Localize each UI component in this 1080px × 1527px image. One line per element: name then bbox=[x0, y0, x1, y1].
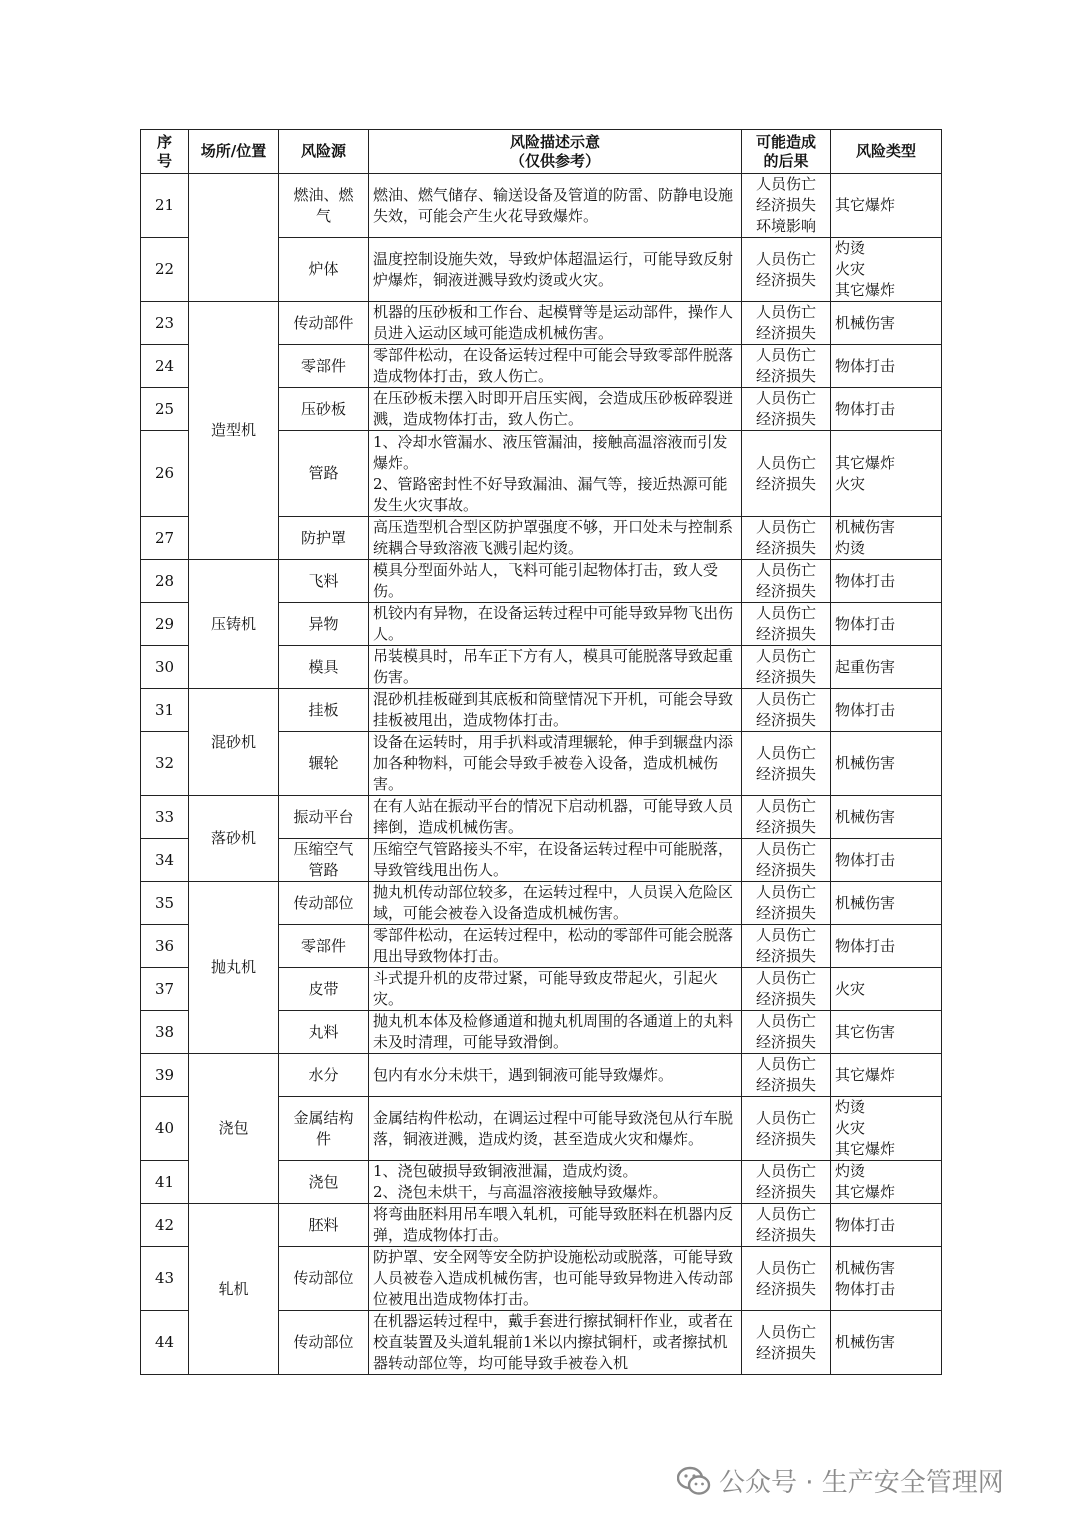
cell-source: 水分 bbox=[279, 1054, 369, 1097]
table-row bbox=[141, 882, 942, 925]
cell-line: 管路 bbox=[308, 861, 339, 879]
cell-seq: 40 bbox=[141, 1097, 189, 1161]
cell-source: 飞料 bbox=[279, 560, 369, 603]
cell-description: 金属结构件松动，在调运过程中可能导致浇包从行车脱落，铜液迸溅，造成灼烫，甚至造成火灾和爆炸。 bbox=[369, 1097, 742, 1161]
cell-source: 零部件 bbox=[279, 345, 369, 388]
table-row bbox=[141, 302, 942, 345]
cell-consequence bbox=[742, 174, 831, 238]
cell-line: 灼烫 bbox=[835, 539, 866, 557]
cell-seq: 23 bbox=[141, 302, 189, 345]
cell-source: 传动部位 bbox=[279, 1311, 369, 1375]
table-row bbox=[141, 174, 942, 238]
cell-consequence bbox=[742, 1204, 831, 1247]
cell-consequence bbox=[742, 1011, 831, 1054]
cell-seq: 25 bbox=[141, 388, 189, 431]
cell-description bbox=[369, 1161, 742, 1204]
cell-risk-type: 物体打击 bbox=[831, 689, 942, 732]
cell-seq: 38 bbox=[141, 1011, 189, 1054]
cell-consequence bbox=[742, 431, 831, 517]
cell-description: 抛丸机传动部位较多，在运转过程中，人员误入危险区域，可能会被卷入设备造成机械伤害。 bbox=[369, 882, 742, 925]
cell-risk-type: 机械伤害 bbox=[831, 882, 942, 925]
cell-line: 压缩空气 bbox=[293, 840, 354, 858]
cell-location: 混砂机 bbox=[189, 689, 279, 796]
cell-description: 零部件松动，在运转过程中，松动的零部件可能会脱落甩出导致物体打击。 bbox=[369, 925, 742, 968]
cell-seq: 43 bbox=[141, 1247, 189, 1311]
cell-risk-type bbox=[831, 517, 942, 560]
cell-line: 人员伤亡 bbox=[755, 647, 816, 665]
cell-source: 炉体 bbox=[279, 238, 369, 302]
cell-line: 经济损失 bbox=[755, 904, 816, 922]
cell-line: 经济损失 bbox=[755, 474, 816, 493]
cell-source: 胚料 bbox=[279, 1204, 369, 1247]
cell-line: 火灾 bbox=[835, 260, 866, 278]
cell-line: 经济损失 bbox=[755, 367, 816, 385]
cell-seq: 29 bbox=[141, 603, 189, 646]
cell-consequence bbox=[742, 603, 831, 646]
cell-line: 经济损失 bbox=[755, 1129, 816, 1148]
cell-line: 经济损失 bbox=[755, 1279, 816, 1298]
cell-risk-type: 物体打击 bbox=[831, 839, 942, 882]
cell-consequence bbox=[742, 1247, 831, 1311]
cell-description: 在压砂板未摆入时即开启压实阀，会造成压砂板碎裂迸溅，造成物体打击，致人伤亡。 bbox=[369, 388, 742, 431]
cell-line: 经济损失 bbox=[755, 1076, 816, 1094]
cell-source: 传动部件 bbox=[279, 302, 369, 345]
cell-source: 模具 bbox=[279, 646, 369, 689]
cell-consequence bbox=[742, 560, 831, 603]
wechat-icon bbox=[677, 1466, 711, 1496]
cell-consequence bbox=[742, 796, 831, 839]
cell-line: 其它爆炸 bbox=[835, 1183, 896, 1201]
cell-risk-type: 其它爆炸 bbox=[831, 174, 942, 238]
cell-description: 模具分型面外站人，飞料可能引起物体打击，致人受伤。 bbox=[369, 560, 742, 603]
cell-line: 灼烫 bbox=[835, 239, 866, 257]
cell-seq: 35 bbox=[141, 882, 189, 925]
cell-consequence bbox=[742, 1161, 831, 1204]
cell-seq: 39 bbox=[141, 1054, 189, 1097]
cell-risk-type bbox=[831, 238, 942, 302]
cell-description bbox=[369, 431, 742, 517]
cell-risk-type bbox=[831, 1247, 942, 1311]
cell-seq: 22 bbox=[141, 238, 189, 302]
cell-line: 物体打击 bbox=[835, 1279, 896, 1298]
cell-source bbox=[279, 1097, 369, 1161]
cell-seq: 42 bbox=[141, 1204, 189, 1247]
cell-line: 人员伤亡 bbox=[755, 690, 816, 708]
cell-seq: 32 bbox=[141, 732, 189, 796]
cell-consequence bbox=[742, 882, 831, 925]
cell-line: 灼烫 bbox=[835, 1098, 866, 1116]
header-seq-l2: 号 bbox=[156, 151, 172, 170]
cell-seq: 24 bbox=[141, 345, 189, 388]
header-source: 风险源 bbox=[279, 130, 369, 174]
cell-risk-type: 物体打击 bbox=[831, 388, 942, 431]
cell-seq: 30 bbox=[141, 646, 189, 689]
cell-seq: 21 bbox=[141, 174, 189, 238]
cell-source: 挂板 bbox=[279, 689, 369, 732]
cell-line: 人员伤亡 bbox=[755, 743, 816, 762]
cell-source: 浇包 bbox=[279, 1161, 369, 1204]
header-desc bbox=[369, 130, 742, 174]
cell-line: 燃油、燃 bbox=[293, 185, 354, 204]
cell-consequence bbox=[742, 839, 831, 882]
cell-line: 人员伤亡 bbox=[755, 926, 816, 944]
cell-consequence bbox=[742, 689, 831, 732]
cell-risk-type: 其它爆炸 bbox=[831, 1054, 942, 1097]
cell-seq: 41 bbox=[141, 1161, 189, 1204]
cell-line: 人员伤亡 bbox=[755, 389, 816, 407]
cell-description: 机铰内有异物，在设备运转过程中可能导致异物飞出伤人。 bbox=[369, 603, 742, 646]
cell-description: 斗式提升机的皮带过紧，可能导致皮带起火，引起火灾。 bbox=[369, 968, 742, 1011]
cell-line: 经济损失 bbox=[755, 1343, 816, 1362]
cell-line: 其它爆炸 bbox=[835, 281, 896, 299]
cell-line: 2、浇包未烘干，与高温溶液接触导致爆炸。 bbox=[373, 1183, 668, 1201]
cell-line: 经济损失 bbox=[755, 668, 816, 686]
cell-source: 振动平台 bbox=[279, 796, 369, 839]
cell-line: 火灾 bbox=[835, 1119, 866, 1137]
cell-consequence bbox=[742, 1097, 831, 1161]
cell-line: 人员伤亡 bbox=[755, 969, 816, 987]
cell-risk-type: 机械伤害 bbox=[831, 796, 942, 839]
cell-seq: 27 bbox=[141, 517, 189, 560]
cell-line: 经济损失 bbox=[755, 196, 816, 214]
cell-source bbox=[279, 839, 369, 882]
cell-source: 辗轮 bbox=[279, 732, 369, 796]
cell-description: 燃油、燃气储存、输送设备及管道的防雷、防静电设施失效，可能会产生火花导致爆炸。 bbox=[369, 174, 742, 238]
table-row bbox=[141, 689, 942, 732]
cell-line: 人员伤亡 bbox=[755, 1012, 816, 1030]
cell-description: 机器的压砂板和工作台、起模臂等是运动部件，操作人员进入运动区域可能造成机械伤害。 bbox=[369, 302, 742, 345]
cell-line: 经济损失 bbox=[755, 410, 816, 428]
header-cons-l2: 的后果 bbox=[763, 151, 809, 170]
cell-line: 经济损失 bbox=[755, 270, 816, 289]
cell-description: 设备在运转时，用手扒料或清理辗轮，伸手到辗盘内添加各种物料，可能会导致手被卷入设备，造成机械伤害。 bbox=[369, 732, 742, 796]
cell-description: 吊装模具时，吊车正下方有人，模具可能脱落导致起重伤害。 bbox=[369, 646, 742, 689]
cell-line: 人员伤亡 bbox=[755, 840, 816, 858]
cell-source: 传动部位 bbox=[279, 1247, 369, 1311]
header-location: 场所/位置 bbox=[189, 130, 279, 174]
cell-source: 丸料 bbox=[279, 1011, 369, 1054]
cell-risk-type: 物体打击 bbox=[831, 603, 942, 646]
cell-location: 压铸机 bbox=[189, 560, 279, 689]
cell-source: 防护罩 bbox=[279, 517, 369, 560]
cell-consequence bbox=[742, 1311, 831, 1375]
cell-source: 压砂板 bbox=[279, 388, 369, 431]
cell-line: 其它爆炸 bbox=[835, 453, 896, 472]
cell-consequence bbox=[742, 646, 831, 689]
cell-consequence bbox=[742, 388, 831, 431]
cell-line: 人员伤亡 bbox=[755, 1205, 816, 1223]
cell-consequence bbox=[742, 968, 831, 1011]
cell-risk-type bbox=[831, 431, 942, 517]
cell-line: 经济损失 bbox=[755, 711, 816, 729]
cell-risk-type: 物体打击 bbox=[831, 1204, 942, 1247]
cell-consequence bbox=[742, 238, 831, 302]
header-row bbox=[141, 130, 942, 174]
cell-seq: 33 bbox=[141, 796, 189, 839]
cell-source bbox=[279, 174, 369, 238]
cell-line: 火灾 bbox=[835, 474, 866, 493]
cell-line: 2、管路密封性不好导致漏油、漏气等，接近热源可能发生火灾事故。 bbox=[373, 474, 728, 514]
cell-consequence bbox=[742, 925, 831, 968]
header-seq bbox=[141, 130, 189, 174]
cell-consequence bbox=[742, 732, 831, 796]
cell-location: 抛丸机 bbox=[189, 882, 279, 1054]
cell-line: 经济损失 bbox=[755, 539, 816, 557]
cell-risk-type bbox=[831, 1161, 942, 1204]
cell-seq: 28 bbox=[141, 560, 189, 603]
cell-line: 人员伤亡 bbox=[755, 175, 816, 193]
cell-risk-type: 物体打击 bbox=[831, 925, 942, 968]
cell-line: 经济损失 bbox=[755, 625, 816, 643]
cell-line: 件 bbox=[315, 1129, 331, 1148]
cell-risk-type: 其它伤害 bbox=[831, 1011, 942, 1054]
cell-seq: 31 bbox=[141, 689, 189, 732]
cell-consequence bbox=[742, 517, 831, 560]
cell-line: 金属结构 bbox=[293, 1108, 354, 1127]
cell-description: 混砂机挂板碰到其底板和筒壁情况下开机，可能会导致挂板被甩出，造成物体打击。 bbox=[369, 689, 742, 732]
table-row bbox=[141, 796, 942, 839]
cell-consequence bbox=[742, 345, 831, 388]
cell-description: 抛丸机本体及检修通道和抛丸机周围的各通道上的丸料未及时清理，可能导致滑倒。 bbox=[369, 1011, 742, 1054]
cell-line: 环境影响 bbox=[755, 217, 816, 235]
cell-description: 在有人站在振动平台的情况下启动机器，可能导致人员摔倒，造成机械伤害。 bbox=[369, 796, 742, 839]
cell-line: 经济损失 bbox=[755, 861, 816, 879]
header-desc-l1: 风险描述示意 bbox=[509, 132, 600, 151]
cell-seq: 26 bbox=[141, 431, 189, 517]
cell-line: 经济损失 bbox=[755, 1033, 816, 1051]
cell-location bbox=[189, 174, 279, 302]
cell-line: 1、浇包破损导致铜液泄漏，造成灼烫。 bbox=[373, 1162, 638, 1180]
cell-line: 人员伤亡 bbox=[755, 604, 816, 622]
cell-line: 人员伤亡 bbox=[755, 518, 816, 536]
cell-line: 人员伤亡 bbox=[755, 561, 816, 579]
cell-line: 经济损失 bbox=[755, 1226, 816, 1244]
cell-line: 气 bbox=[315, 206, 331, 225]
cell-source: 传动部位 bbox=[279, 882, 369, 925]
cell-consequence bbox=[742, 1054, 831, 1097]
cell-seq: 44 bbox=[141, 1311, 189, 1375]
cell-description: 温度控制设施失效，导致炉体超温运行，可能导致反射炉爆炸，铜液迸溅导致灼烫或火灾。 bbox=[369, 238, 742, 302]
cell-source: 零部件 bbox=[279, 925, 369, 968]
cell-source: 管路 bbox=[279, 431, 369, 517]
cell-seq: 36 bbox=[141, 925, 189, 968]
cell-line: 人员伤亡 bbox=[755, 1322, 816, 1341]
cell-line: 经济损失 bbox=[755, 764, 816, 783]
cell-description: 零部件松动，在设备运转过程中可能会导致零部件脱落造成物体打击，致人伤亡。 bbox=[369, 345, 742, 388]
cell-line: 经济损失 bbox=[755, 582, 816, 600]
cell-location: 轧机 bbox=[189, 1204, 279, 1375]
cell-line: 人员伤亡 bbox=[755, 303, 816, 321]
table-row bbox=[141, 1204, 942, 1247]
cell-line: 机械伤害 bbox=[835, 1258, 896, 1277]
watermark bbox=[677, 1462, 1004, 1499]
cell-line: 人员伤亡 bbox=[755, 453, 816, 472]
table-row bbox=[141, 1054, 942, 1097]
cell-location: 浇包 bbox=[189, 1054, 279, 1204]
header-desc-l2: （仅供参考） bbox=[509, 151, 600, 170]
cell-seq: 34 bbox=[141, 839, 189, 882]
header-type: 风险类型 bbox=[831, 130, 942, 174]
cell-line: 经济损失 bbox=[755, 990, 816, 1008]
table-row bbox=[141, 560, 942, 603]
cell-description: 压缩空气管路接头不牢，在设备运转过程中可能脱落，导致管线甩出伤人。 bbox=[369, 839, 742, 882]
watermark-text: 公众号 · 生产安全管理网 bbox=[719, 1468, 1004, 1498]
cell-line: 经济损失 bbox=[755, 1183, 816, 1201]
table-body bbox=[141, 174, 942, 1375]
cell-line: 人员伤亡 bbox=[755, 797, 816, 815]
cell-description: 包内有水分未烘干，遇到铜液可能导致爆炸。 bbox=[369, 1054, 742, 1097]
header-cons-l1: 可能造成 bbox=[755, 132, 816, 151]
cell-risk-type: 机械伤害 bbox=[831, 302, 942, 345]
cell-line: 人员伤亡 bbox=[755, 346, 816, 364]
cell-line: 人员伤亡 bbox=[755, 1258, 816, 1277]
cell-line: 经济损失 bbox=[755, 947, 816, 965]
cell-risk-type: 物体打击 bbox=[831, 345, 942, 388]
cell-source: 皮带 bbox=[279, 968, 369, 1011]
cell-line: 人员伤亡 bbox=[755, 249, 816, 268]
cell-line: 其它爆炸 bbox=[835, 1140, 896, 1158]
cell-line: 灼烫 bbox=[835, 1162, 866, 1180]
cell-line: 人员伤亡 bbox=[755, 1055, 816, 1073]
cell-seq: 37 bbox=[141, 968, 189, 1011]
cell-risk-type: 物体打击 bbox=[831, 560, 942, 603]
cell-consequence bbox=[742, 302, 831, 345]
header-consequence bbox=[742, 130, 831, 174]
cell-line: 机械伤害 bbox=[835, 518, 896, 536]
cell-line: 人员伤亡 bbox=[755, 1108, 816, 1127]
risk-table bbox=[140, 129, 942, 1375]
cell-line: 经济损失 bbox=[755, 818, 816, 836]
header-seq-l1: 序 bbox=[156, 132, 172, 151]
cell-line: 人员伤亡 bbox=[755, 1162, 816, 1180]
cell-risk-type: 机械伤害 bbox=[831, 1311, 942, 1375]
cell-location: 造型机 bbox=[189, 302, 279, 560]
cell-line: 经济损失 bbox=[755, 324, 816, 342]
cell-description: 将弯曲胚料用吊车喂入轧机，可能导致胚料在机器内反弹，造成物体打击。 bbox=[369, 1204, 742, 1247]
cell-risk-type bbox=[831, 1097, 942, 1161]
cell-description: 防护罩、安全网等安全防护设施松动或脱落，可能导致人员被卷入造成机械伤害，也可能导致异物进入传动部位被甩出造成物体打击。 bbox=[369, 1247, 742, 1311]
cell-description: 高压造型机合型区防护罩强度不够，开口处未与控制系统耦合导致溶液飞溅引起灼烫。 bbox=[369, 517, 742, 560]
cell-description: 在机器运转过程中，戴手套进行擦拭铜杆作业，或者在校直装置及头道轧辊前1米以内擦拭铜杆，或者擦拭机器转动部位等，均可能导致手被卷入机 bbox=[369, 1311, 742, 1375]
cell-risk-type: 火灾 bbox=[831, 968, 942, 1011]
cell-risk-type: 起重伤害 bbox=[831, 646, 942, 689]
cell-line: 1、冷却水管漏水、液压管漏油，接触高温溶液而引发爆炸。 bbox=[373, 432, 728, 472]
cell-risk-type: 机械伤害 bbox=[831, 732, 942, 796]
cell-source: 异物 bbox=[279, 603, 369, 646]
cell-line: 人员伤亡 bbox=[755, 883, 816, 901]
cell-location: 落砂机 bbox=[189, 796, 279, 882]
